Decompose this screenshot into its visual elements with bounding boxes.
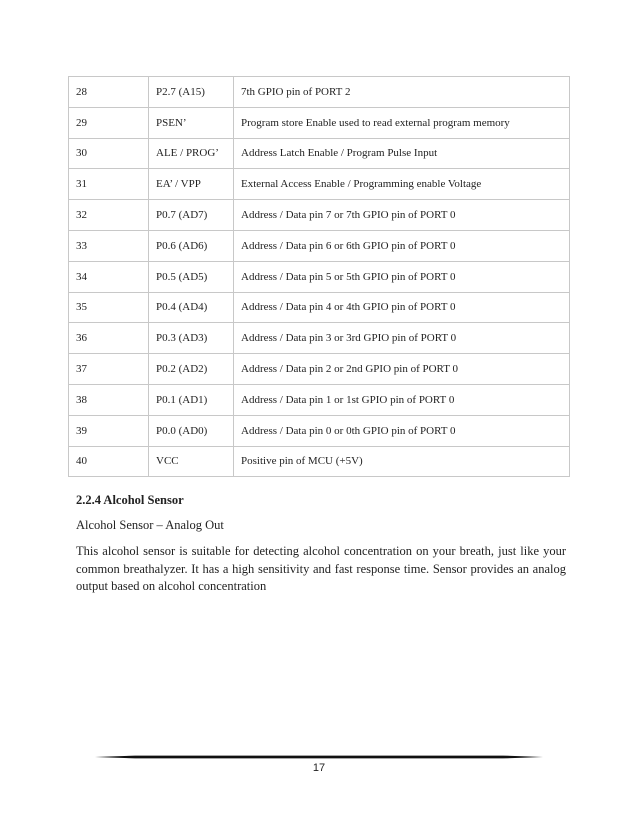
pin-number-cell: 34 [69,261,149,292]
table-row [69,354,570,385]
table-row [69,323,570,354]
section-heading: 2.2.4 Alcohol Sensor [76,493,184,507]
footer-rule [95,755,543,759]
pin-description-cell: Program store Enable used to read external program memory [234,107,570,138]
pin-table [68,76,570,477]
section-subtitle: Alcohol Sensor – Analog Out [76,518,224,532]
pin-name-cell: P0.3 (AD3) [149,323,234,354]
pin-number-cell: 31 [69,169,149,200]
pin-number-cell: 36 [69,323,149,354]
pin-name-cell: P0.6 (AD6) [149,230,234,261]
table-row [69,384,570,415]
pin-description-cell: Address / Data pin 1 or 1st GPIO pin of PORT 0 [234,384,570,415]
pin-description-cell: Positive pin of MCU (+5V) [234,446,570,477]
pin-number-cell: 38 [69,384,149,415]
page-number: 17 [312,762,326,774]
pin-number-cell: 37 [69,354,149,385]
pin-number-cell: 40 [69,446,149,477]
table-row [69,107,570,138]
pin-name-cell: EA’ / VPP [149,169,234,200]
pin-name-cell: P0.5 (AD5) [149,261,234,292]
pin-description-cell: Address / Data pin 0 or 0th GPIO pin of PORT 0 [234,415,570,446]
pin-number-cell: 28 [69,77,149,108]
pin-name-cell: P0.2 (AD2) [149,354,234,385]
pin-description-cell: Address / Data pin 2 or 2nd GPIO pin of PORT 0 [234,354,570,385]
pin-number-cell: 39 [69,415,149,446]
table-row [69,200,570,231]
pin-description-cell: 7th GPIO pin of PORT 2 [234,77,570,108]
pin-description-cell: Address / Data pin 6 or 6th GPIO pin of PORT 0 [234,230,570,261]
table-row [69,446,570,477]
pin-name-cell: VCC [149,446,234,477]
table-row [69,169,570,200]
alcohol-sensor-section [76,493,566,596]
pin-name-cell: P0.7 (AD7) [149,200,234,231]
pin-name-cell: ALE / PROG’ [149,138,234,169]
table-row [69,292,570,323]
pin-description-cell: Address / Data pin 3 or 3rd GPIO pin of PORT 0 [234,323,570,354]
pin-description-cell: Address / Data pin 5 or 5th GPIO pin of PORT 0 [234,261,570,292]
pin-description-cell: External Access Enable / Programming enable Voltage [234,169,570,200]
table-row [69,77,570,108]
pin-description-cell: Address / Data pin 4 or 4th GPIO pin of PORT 0 [234,292,570,323]
section-paragraph: This alcohol sensor is suitable for detecting alcohol concentration on your breath, just like your common breathalyzer. It has a high sensitivity and fast response time. Sensor provides an analog output based on alcohol concentration [76,544,566,593]
pin-name-cell: P2.7 (A15) [149,77,234,108]
pin-number-cell: 29 [69,107,149,138]
pin-number-cell: 33 [69,230,149,261]
table-row [69,261,570,292]
pin-description-cell: Address Latch Enable / Program Pulse Input [234,138,570,169]
pin-name-cell: PSEN’ [149,107,234,138]
table-row [69,138,570,169]
pin-description-cell: Address / Data pin 7 or 7th GPIO pin of PORT 0 [234,200,570,231]
table-row [69,230,570,261]
pin-name-cell: P0.4 (AD4) [149,292,234,323]
pin-name-cell: P0.0 (AD0) [149,415,234,446]
pin-number-cell: 35 [69,292,149,323]
table-row [69,415,570,446]
pin-name-cell: P0.1 (AD1) [149,384,234,415]
pin-number-cell: 32 [69,200,149,231]
pin-number-cell: 30 [69,138,149,169]
pin-table-body [69,77,570,477]
